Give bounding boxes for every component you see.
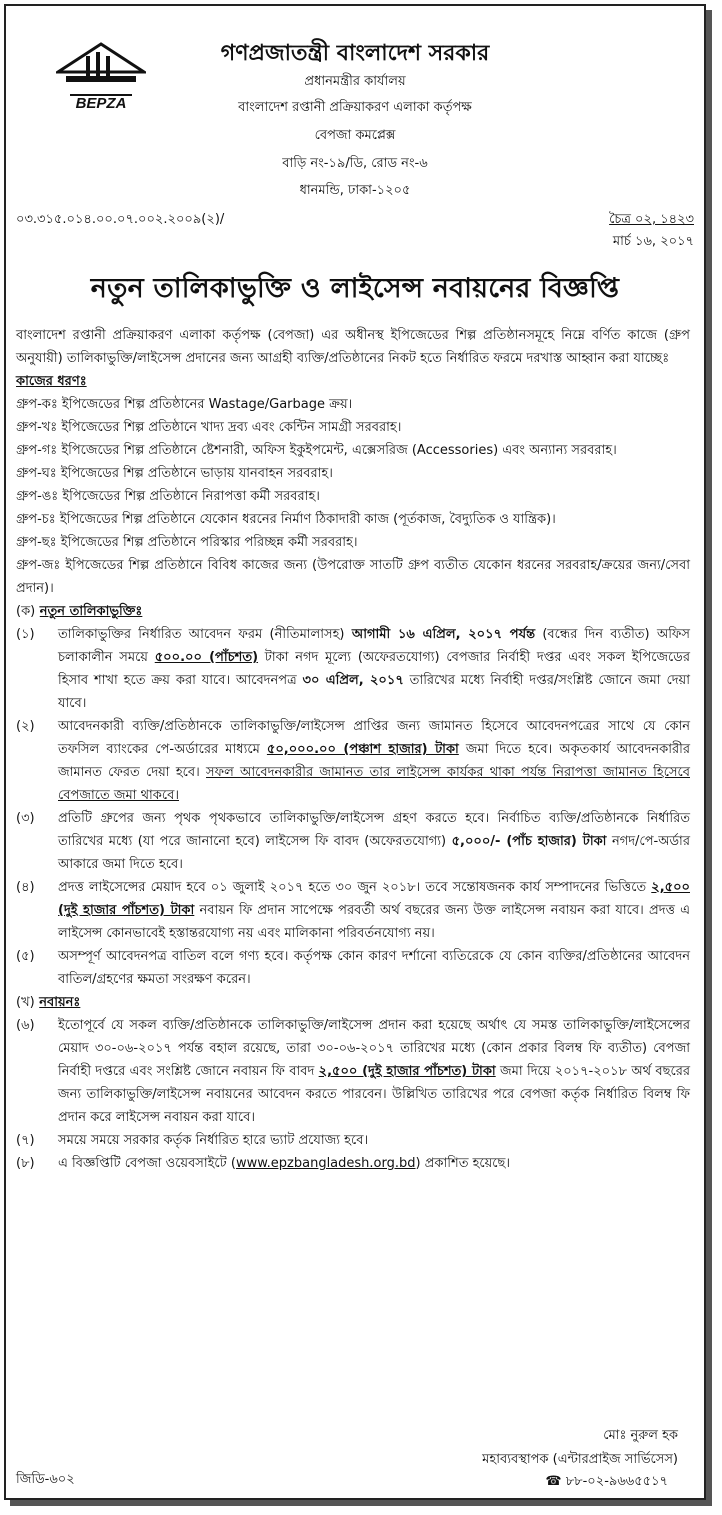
clause-6 [16, 1014, 690, 1129]
signatory-designation: মহাব্যবস্থাপক (এন্টারপ্রাইজ সার্ভিসেস) [482, 1452, 678, 1467]
reference-number: ০৩.৩১৫.০১৪.০০.০৭.০০২.২০০৯(২)/ [16, 212, 225, 227]
group-kha: গ্রুপ-খঃ ইপিজেডের শিল্প প্রতিষ্ঠানে খাদ্য দ্রব্য এবং কেন্টিন সামগ্রী সরবরাহ। [16, 420, 402, 435]
clause-1 [16, 623, 690, 715]
clause-text: জমা দিয়ে ২০১৭-২০১৮ অর্থ বছরের জন্য তালিকাভুক্তি/লাইসেন্স নবায়নের আবেদন করতে পারবেন। উল্লিখিত তারিখের পরে বেপজা কর্তৃক নির্ধারিত বিলম্ব ফি প্রদান করে লাইসেন্স নবায়ন করা যাবে। [58, 1064, 690, 1125]
group-cha: গ্রুপ-চঃ ইপিজেডের শিল্প প্রতিষ্ঠানে যেকোন ধরনের নির্মাণ ঠিকাদারী কাজ (পূর্তকাজ, বৈদ্যুতিক ও যান্ত্রিক)। [16, 512, 556, 527]
renewal-fee-amount: ২,৫০০ (দুই হাজার পাঁচশত) টাকা [58, 880, 690, 918]
office-line-2: বাংলাদেশ রপ্তানী প্রক্রিয়াকরণ এলাকা কর্তৃপক্ষ [238, 100, 472, 115]
group-ga: গ্রুপ-গঃ ইপিজেডের শিল্প প্রতিষ্ঠানে ষ্টেশনারী, অফিস ইকুইপমেন্ট, এক্সেসরিজ (Accessories) এবং অন্যান্য সরবরাহ। [16, 443, 617, 458]
intro-paragraph: বাংলাদেশ রপ্তানী প্রক্রিয়াকরণ এলাকা কর্তৃপক্ষ (বেপজা) এর অধীনস্থ ইপিজেডের শিল্প প্রতিষ্ঠানসমূহে নিম্নে বর্ণিত কাজে (গ্রুপ অনুযায়ী) তালিকাভুক্তি/লাইসেন্স প্রদানের জন্য আগ্রহী ব্যক্তি/প্রতিষ্ঠানের নিকট হতে নির্ধারিত ফরমে দরখাস্ত আহ্বান করা যাচ্ছেঃ [16, 328, 690, 366]
clause-text: ইতোপূর্বে যে সকল ব্যক্তি/প্রতিষ্ঠানকে তালিকাভুক্তি/লাইসেন্স প্রদান করা হয়েছে অর্থাৎ যে সমস্ত তালিকাভুক্তি/লাইসেন্সের মেয়াদ ৩০-০৬-২০১৭ পর্যন্ত বহাল রয়েছে, তারা ৩০-০৬-২০১৭ তারিখের মধ্যে (কোন প্রকার বিলম্ব ফি ব্যতীত) বেপজা নির্বাহী দপ্তরে এবং সংশ্লিষ্ট জোনে নবায়ন ফি বাবদ [58, 1018, 690, 1079]
clause-text: আবেদনকারী ব্যক্তি/প্রতিষ্ঠানকে তালিকাভুক্তি/লাইসেন্স প্রাপ্তির জন্য জামানত হিসেবে আবেদনপত্রের সাথে যে কোন তফসিল ব্যাংকের পে-অর্ডারের মাধ্যমে [58, 719, 690, 757]
clause-number: (৩) [16, 811, 35, 826]
clause-5 [16, 945, 690, 991]
clause-text: ) প্রকাশিত হয়েছে। [415, 1156, 511, 1171]
clause-text: তালিকাভুক্তির নির্ধারিত আবেদন ফরম (নীতিমালাসহ) [58, 627, 352, 642]
phone-contact [545, 1472, 668, 1493]
group-gha: গ্রুপ-ঘঃ ইপিজেডের শিল্প প্রতিষ্ঠানে ভাড়ায় যানবাহন সরবরাহ। [16, 466, 333, 481]
reference-row [16, 210, 694, 254]
clause-text: জমা দিতে হবে। অকৃতকার্য আবেদনকারীর জামানত ফেরত দেয়া হবে। [58, 742, 690, 780]
form-price: ৫০০.০০ (পাঁচশত) [154, 650, 259, 665]
section-new-enlistment [16, 600, 690, 623]
office-line-1: প্রধানমন্ত্রীর কার্যালয় [304, 74, 406, 89]
clause-number: (৫) [16, 949, 35, 964]
renewal-fee-amount: ২,৫০০ (দুই হাজার পাঁচশত) টাকা [318, 1064, 496, 1079]
security-deposit-amount: ৫০,০০০.০০ (পঞ্চাশ হাজার) টাকা [266, 742, 459, 757]
clause-text: নগদ/পে-অর্ডার আকারে জমা দিতে হবে। [58, 834, 690, 872]
clause-number: (২) [16, 719, 35, 734]
clause-number: (১) [16, 627, 35, 642]
submission-deadline: ৩০ এপ্রিল, ২০১৭ [302, 673, 404, 688]
address-line-1: বাড়ি নং-১৯/ডি, রোড নং-৬ [282, 156, 428, 171]
government-title: গণপ্রজাতন্ত্রী বাংলাদেশ সরকার [220, 41, 490, 66]
clause-text: প্রতিটি গ্রুপের জন্য পৃথক পৃথকভাবে তালিকাভুক্তি/লাইসেন্স গ্রহণ করতে হবে। নির্বাচিত ব্যক্তি/প্রতিষ্ঠানকে নির্ধারিত তারিখের মধ্যে (যা পরে জানানো হবে) লাইসেন্স ফি বাবদ (অফেরতযোগ্য) [58, 811, 690, 849]
address-line-2: ধানমন্ডি, ঢাকা-১২০৫ [299, 183, 411, 198]
clause-8 [16, 1152, 690, 1175]
office-line-3: বেপজা কমপ্লেক্স [314, 128, 396, 143]
signatory-name: মোঃ নুরুল হক [603, 1428, 678, 1443]
phone-number: ৮৮-০২-৯৬৬৫৫১৭ [565, 1474, 668, 1489]
work-heading: কাজের ধরণঃ [16, 374, 87, 389]
clause-2 [16, 715, 690, 807]
clause-text: নবায়ন ফি প্রদান সাপেক্ষে পরবর্তী অর্থ বছরের জন্য উক্ত লাইসেন্স নবায়ন করা যাবে। প্রদত্ত এ লাইসেন্স কোনভাবেই হস্তান্তরযোগ্য নয় এবং মালিকানা পরিবর্তনযোগ্য নয়। [58, 903, 690, 941]
section-kha-prefix: (খ) [16, 995, 35, 1010]
license-fee-amount: ৫,০০০/- (পাঁচ হাজার) টাকা [451, 834, 607, 849]
clause-4 [16, 876, 690, 945]
clause-text: সময়ে সময়ে সরকার কর্তৃক নির্ধারিত হারে ভ্যাট প্রযোজ্য হবে। [58, 1133, 369, 1148]
security-deposit-note: সফল আবেদনকারীর জামানত তার লাইসেন্স কার্যকর থাকা পর্যন্ত নিরাপত্তা জামানত হিসেবে বেপজাতে জমা থাকবে। [58, 765, 690, 803]
section-ka-label: নতুন তালিকাভুক্তিঃ [39, 604, 143, 619]
logo-text: BEPZA [75, 95, 127, 112]
clause-number: (৭) [16, 1133, 35, 1148]
clause-number: (৪) [16, 880, 35, 895]
date-bengali: চৈত্র ০২, ১৪২৩ [609, 212, 694, 227]
section-renewal [16, 991, 690, 1014]
clause-text: (বন্ধের দিন ব্যতীত) অফিস চলাকালীন সময়ে [58, 627, 691, 665]
clause-number: (৬) [16, 1018, 35, 1033]
group-chha: গ্রুপ-ছঃ ইপিজেডের শিল্প প্রতিষ্ঠানে পরিস্কার পরিচ্ছন্ন কর্মী সরবরাহ। [16, 535, 358, 550]
letterhead [6, 6, 704, 206]
clause-number: (৮) [16, 1156, 35, 1171]
website-link[interactable]: www.epzbangladesh.org.bd [235, 1156, 416, 1171]
notice-page [4, 4, 706, 1500]
form-deadline: আগামী ১৬ এপ্রিল, ২০১৭ পর্যন্ত [351, 627, 536, 642]
group-umo: গ্রুপ-ঙঃ ইপিজেডের শিল্প প্রতিষ্ঠানে নিরাপত্তা কর্মী সরবরাহ। [16, 489, 320, 504]
clause-3 [16, 807, 690, 876]
date-gregorian: মার্চ ১৬, ২০১৭ [612, 234, 694, 249]
phone-icon: ☎ [545, 1474, 562, 1489]
notice-title: নতুন তালিকাভুক্তি ও লাইসেন্স নবায়নের বিজ্ঞপ্তি [90, 273, 620, 304]
gd-code: জিডি-৬০২ [16, 1472, 75, 1487]
group-ja: গ্রুপ-জঃ ইপিজেডের শিল্প প্রতিষ্ঠানে বিবিধ কাজের জন্য (উপরোক্ত সাতটি গ্রুপ ব্যতীত যেকোন ধরনের সরবরাহ/ক্রয়ের জন্য/সেবা প্রদান)। [16, 558, 690, 596]
clause-text: অসম্পূর্ণ আবেদনপত্র বাতিল বলে গণ্য হবে। কর্তৃপক্ষ কোন কারণ দর্শানো ব্যতিরেকে যে কোন ব্যক্তির/প্রতিষ্ঠানের আবেদন বাতিল/গ্রহণের ক্ষমতা সংরক্ষণ করেন। [58, 949, 690, 987]
group-ka: গ্রুপ-কঃ ইপিজেডের শিল্প প্রতিষ্ঠানের Wastage/Garbage ক্রয়। [16, 397, 353, 412]
clause-text: এ বিজ্ঞপ্তিটি বেপজা ওয়েবসাইটে ( [58, 1156, 236, 1171]
clause-text: তারিখের মধ্যে নির্বাহী দপ্তর/সংশ্লিষ্ট জোনে জমা দেয়া যাবে। [58, 673, 690, 711]
clause-7 [16, 1129, 690, 1152]
clause-text: টাকা নগদ মূল্যে (অফেরতযোগ্য) বেপজার নির্বাহী দপ্তর এবং সকল ইপিজেডের হিসাব শাখা হতে ক্রয় করা যাবে। আবেদনপত্র [58, 650, 690, 688]
notice-body [16, 324, 690, 1175]
section-ka-prefix: (ক) [16, 604, 36, 619]
signature-block [482, 1424, 678, 1472]
clause-text: প্রদত্ত লাইসেন্সের মেয়াদ হবে ০১ জুলাই ২০১৭ হতে ৩০ জুন ২০১৮। তবে সন্তোষজনক কার্য সম্পাদনের ভিত্তিতে [58, 880, 652, 895]
section-kha-label: নবায়নঃ [39, 995, 81, 1010]
